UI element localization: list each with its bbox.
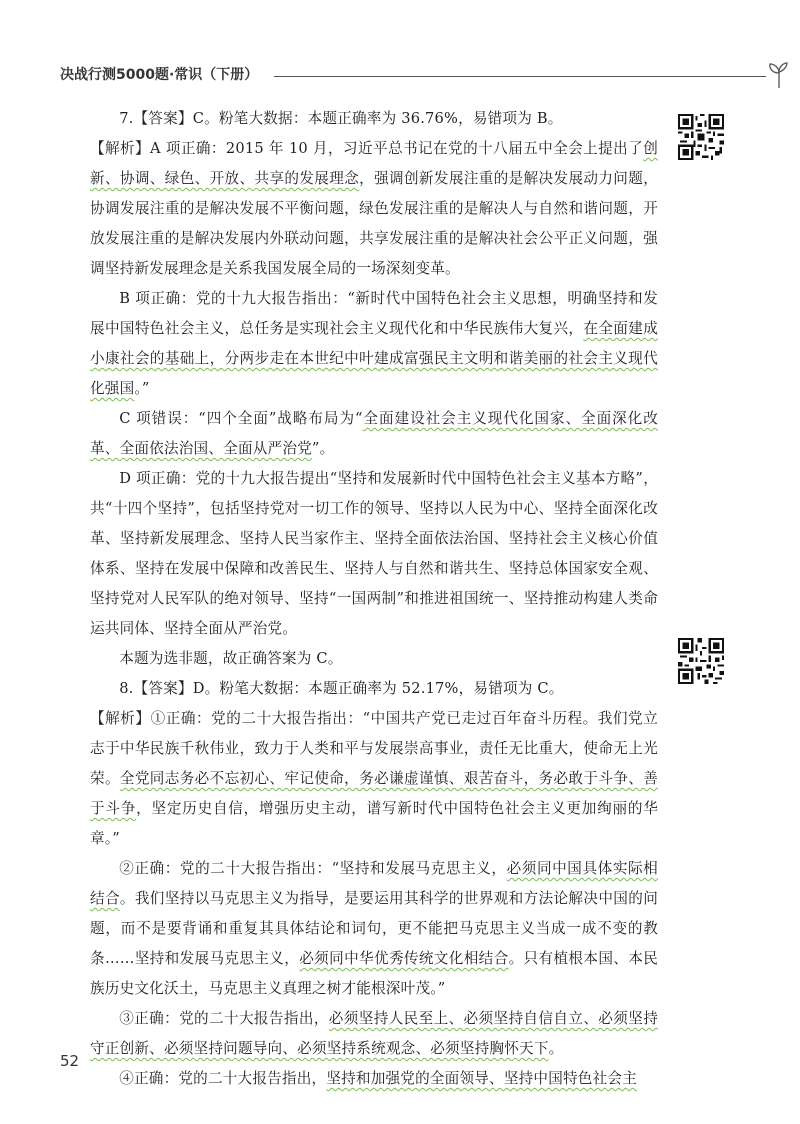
- text-span: ①正确：党的二十大报告指出：“中国共产党已走过百年奋斗历程。我们党立志于中华民族千秋伟业，致力于人类和平与发展崇高事业，责任无比重大，使命无上光荣。: [90, 710, 658, 787]
- page-header: [60, 60, 740, 90]
- explanation-label: 【解析】: [90, 710, 151, 727]
- highlighted-text: 必须坚持人民至上、必须坚持自信自立、必须坚持守正创新、必须坚持问题导向、必须坚持系统观念、必须坚持胸怀天下: [90, 1010, 658, 1057]
- explanation-label: 【解析】: [90, 140, 151, 157]
- answer-explanations: [90, 104, 658, 1094]
- q8-explanation-4: [90, 1064, 658, 1094]
- text-span: ，坚定历史自信，增强历史主动，谱写新时代中国特色社会主义更加绚丽的华章。”: [90, 800, 658, 847]
- sprout-icon: [764, 60, 794, 90]
- highlighted-text: 必须同中华优秀传统文化相结合: [299, 950, 509, 967]
- highlighted-text: 全面建设社会主义现代化国家、全面深化改革、全面依法治国、全面从严治党: [90, 410, 658, 457]
- answer-label: 【答案】: [133, 680, 193, 697]
- answer-text: D。粉笔大数据：本题正确率为 52.17%，易错项为 C。: [192, 680, 564, 697]
- q8-explanation-1: [90, 704, 658, 854]
- q8-explanation-3: [90, 1004, 658, 1064]
- text-span: ②正确：党的二十大报告指出：“坚持和发展马克思主义，: [119, 860, 507, 877]
- text-span: B 项正确：党的十九大报告指出：“新时代中国特色社会主义思想，明确坚持和发展中国特色社会主义，总任务是实现社会主义现代化和中华民族伟大复兴，: [90, 290, 658, 337]
- q8-answer: 8.【答案】D。粉笔大数据：本题正确率为 52.17%，易错项为 C。: [119, 680, 564, 697]
- page-number: 52: [60, 1052, 80, 1070]
- q8-explanation-2: [90, 854, 658, 1004]
- q7-explanation-c: [90, 404, 658, 464]
- answer-label: 【答案】: [133, 110, 193, 127]
- text-span: 。”: [134, 380, 150, 397]
- highlighted-text: 全党同志务必不忘初心、牢记使命，务必谦虚谨慎、艰苦奋斗，务必敢于斗争、善于斗争: [90, 770, 658, 817]
- text-span: ，强调创新发展注重的是解决发展动力问题，协调发展注重的是解决发展不平衡问题，绿色发展注重的是解决人与自然和谐问题，开放发展注重的是解决发展内外联动问题，共享发展注重的是解决社会公平正义问题，强调坚持新发展理念是关系我国发展全局的一场深刻变革。: [90, 170, 658, 277]
- text-span: ”。: [311, 440, 335, 457]
- highlighted-text: 创新、协调、绿色、开放、共享的发展理念: [90, 140, 658, 187]
- q7-explanation-a: [90, 134, 658, 284]
- highlighted-text: 在全面建成小康社会的基础上，分两步走在本世纪中叶建成富强民主文明和谐美丽的社会主义现代化强国: [90, 320, 658, 397]
- text-span: ③正确：党的二十大报告指出，: [119, 1010, 329, 1027]
- q7-answer: 7.【答案】C。粉笔大数据：本题正确率为 36.76%，易错项为 B。: [119, 110, 563, 127]
- qr-code-icon[interactable]: [678, 114, 724, 160]
- text-span: 。我们坚持以马克思主义为指导，是要运用其科学的世界观和方法论解决中国的问题，而不是要背诵和重复其具体结论和词句，更不能把马克思主义当成一成不变的教条……坚持和发展马克思主义，: [90, 890, 658, 967]
- text-span: 。只有植根本国、本民族历史文化沃土，马克思主义真理之树才能根深叶茂。”: [90, 950, 658, 997]
- q7-conclusion: 本题为选非题，故正确答案为 C。: [119, 650, 343, 667]
- q7-explanation-b: [90, 284, 658, 404]
- book-title: 决战行测5000题·常识（下册）: [60, 67, 259, 83]
- qr-code-icon[interactable]: [678, 638, 724, 684]
- text-span: ④正确：党的二十大报告指出，: [119, 1070, 327, 1087]
- highlighted-text: 必须同中国具体实际相结合: [90, 860, 658, 907]
- text-span: C 项错误：“四个全面”战略布局为“: [119, 410, 363, 427]
- answer-text: C。粉笔大数据：本题正确率为 36.76%，易错项为 B。: [192, 110, 563, 127]
- highlighted-text: 坚持和加强党的全面领导、坚持中国特色社会主: [326, 1070, 637, 1087]
- text-span: A 项正确：2015 年 10 月，习近平总书记在党的十八届五中全会上提出了: [150, 140, 644, 157]
- header-divider: [274, 76, 766, 77]
- text-span: 。: [548, 1040, 564, 1057]
- q7-explanation-d: D 项正确：党的十九大报告提出“坚持和发展新时代中国特色社会主义基本方略”，共“十四个坚持”，包括坚持党对一切工作的领导、坚持以人民为中心、坚持全面深化改革、坚持新发展理念、坚持人民当家作主、坚持全面依法治国、坚持社会主义核心价值体系、坚持在发展中保障和改善民生、坚持人与自然和谐共生、坚持总体国家安全观、坚持党对人民军队的绝对领导、坚持“一国两制”和推进祖国统一、坚持推动构建人类命运共同体、坚持全面从严治党。: [90, 470, 658, 637]
